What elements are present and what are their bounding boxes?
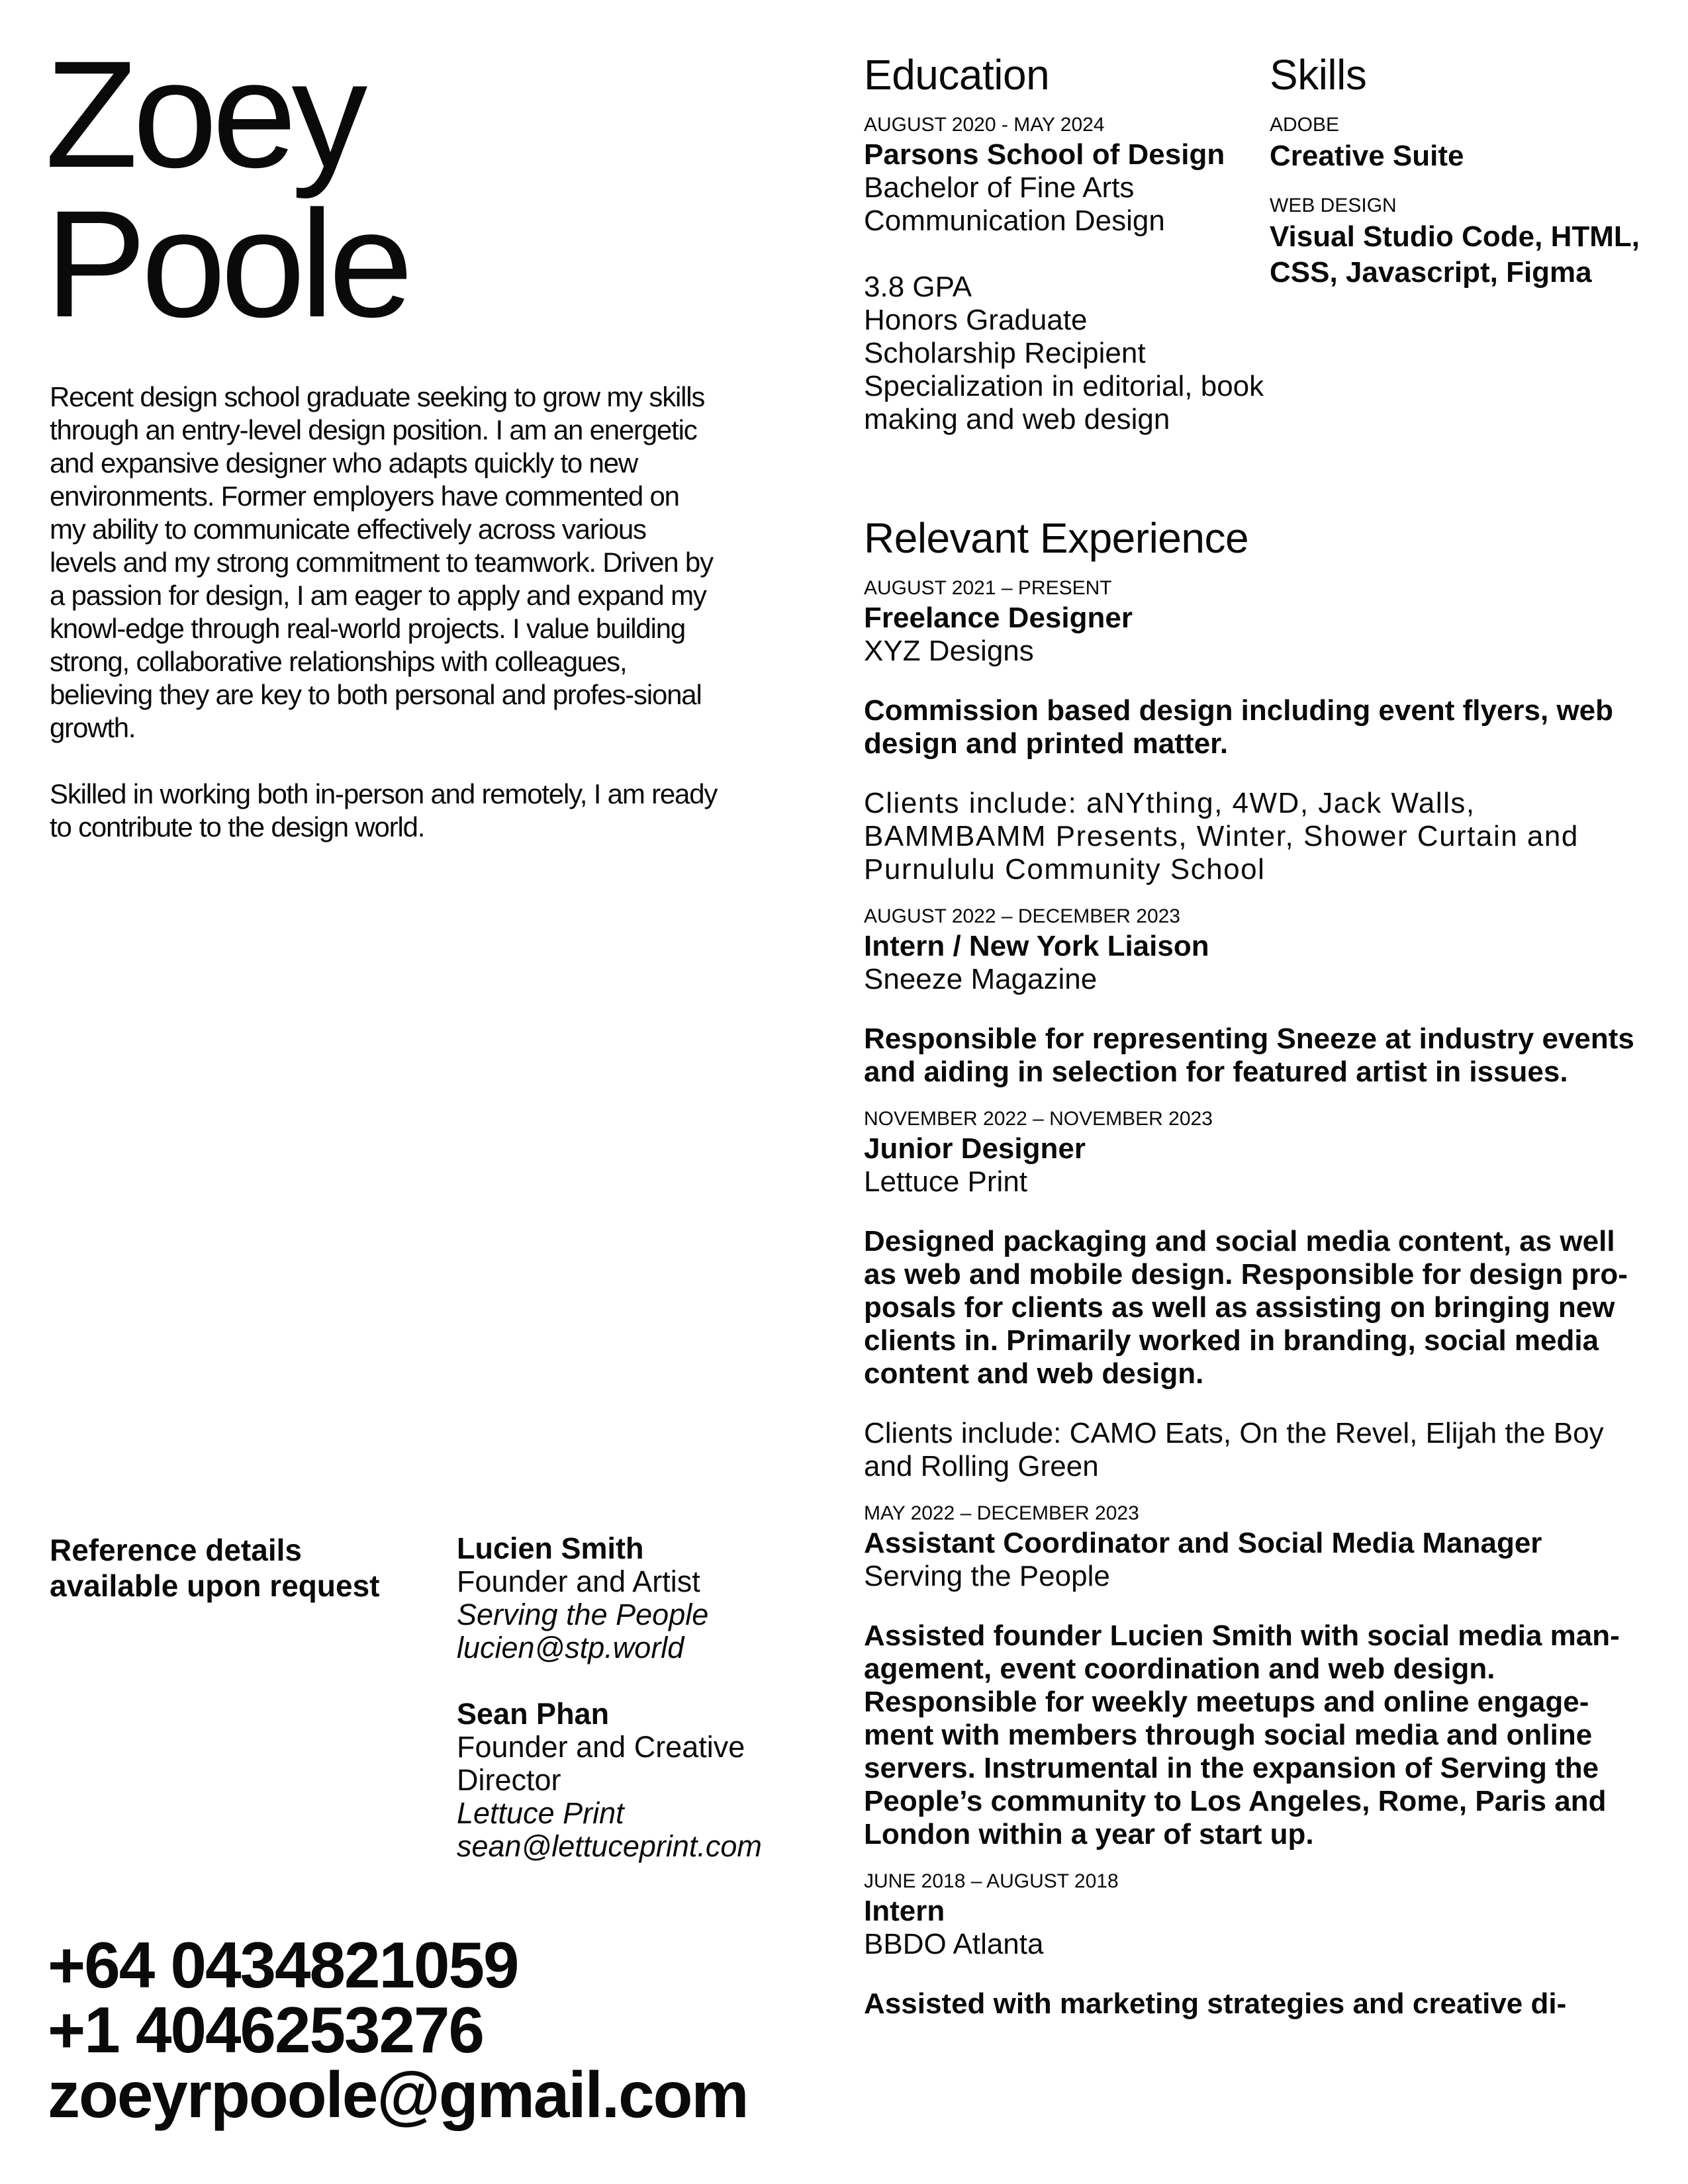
experience-entry (864, 1500, 1645, 1851)
honors: Honors Graduate (864, 304, 1088, 336)
last-name: Poole (45, 179, 408, 349)
reference-org: Serving the People (457, 1598, 709, 1631)
skill-value: Visual Studio Code, HTML, CSS, Javascript, Figma (1270, 220, 1640, 289)
reference-title: Founder and Artist (457, 1565, 700, 1598)
references (457, 1532, 827, 1896)
job-company: Sneeze Magazine (864, 963, 1098, 995)
job-role: Intern / New York Liaison (864, 930, 1209, 962)
job-date: AUGUST 2021 – PRESENT (864, 577, 1112, 599)
phone-number[interactable]: +1 4046253276 (48, 1993, 483, 2066)
job-clients: Clients include: aNYthing, 4WD, Jack Walls, BAMMBAMM Presents, Winter, Shower Curtain and Purnululu Community School (864, 787, 1579, 886)
experience-entry (864, 1868, 1645, 2021)
job-role: Freelance Designer (864, 602, 1133, 634)
phone-number[interactable]: +64 0434821059 (48, 1929, 518, 2001)
reference-name: Sean Phan (457, 1697, 610, 1731)
candidate-name (45, 29, 408, 349)
job-date: NOVEMBER 2022 – NOVEMBER 2023 (864, 1108, 1213, 1130)
job-role: Intern (864, 1895, 945, 1927)
reference-name: Lucien Smith (457, 1531, 644, 1565)
summary (50, 381, 718, 877)
job-company: XYZ Designs (864, 635, 1034, 667)
experience-entry (864, 903, 1645, 1089)
skills-heading: Skills (1270, 51, 1367, 99)
job-description: Commission based design including event flyers, web design and printed matter. (864, 694, 1614, 760)
job-company: Lettuce Print (864, 1165, 1028, 1198)
education-heading: Education (864, 51, 1050, 99)
job-description: Designed packaging and social media content, as well as web and mobile design. Responsible for design pro-posals for clients as well as assisting on bringing new clients in. Primarily worked in branding, social media content and web design. (864, 1225, 1628, 1390)
skill-category: WEB DESIGN (1270, 195, 1397, 216)
first-name: Zoey (45, 29, 363, 199)
job-role: Assistant Coordinator and Social Media Manager (864, 1527, 1542, 1559)
summary-paragraph: Recent design school graduate seeking to grow my skills through an entry-level design position. I am an energetic and expansive designer who adapts quickly to new environments. Former employers have commented on my ability to communicate effectively across various levels and my strong commitment to teamwork. Driven by a passion for design, I am eager to apply and expand my knowl-edge through real-world projects. I value building strong, collaborative relationships with colleagues, believing they are key to both personal and profes-sional growth. (50, 381, 713, 743)
reference-email[interactable]: sean@lettuceprint.com (457, 1829, 762, 1863)
job-role: Junior Designer (864, 1132, 1086, 1165)
job-description: Responsible for representing Sneeze at industry events and aiding in selection for featured artist in issues. (864, 1023, 1634, 1088)
job-date: MAY 2022 – DECEMBER 2023 (864, 1502, 1139, 1524)
degree: Bachelor of Fine Arts (864, 171, 1135, 204)
reference-title: Founder and Creative Director (457, 1730, 745, 1797)
job-clients: Clients include: CAMO Eats, On the Revel, Elijah the Boy and Rolling Green (864, 1417, 1604, 1482)
job-company: Serving the People (864, 1560, 1110, 1592)
reference-email[interactable]: lucien@stp.world (457, 1631, 684, 1664)
scholarship: Scholarship Recipient (864, 337, 1146, 369)
job-company: BBDO Atlanta (864, 1928, 1044, 1960)
job-description: Assisted founder Lucien Smith with social media man-agement, event coordination and web design. Responsible for weekly meetups and online engage-ment with members through social media and online servers. Instrumental in the expansion of Serving the People’s community to Los Angeles, Rome, Paris and London within a year of start up. (864, 1619, 1620, 1850)
experience-heading: Relevant Experience (864, 514, 1249, 562)
gpa: 3.8 GPA (864, 271, 972, 303)
education-date: AUGUST 2020 - MAY 2024 (864, 114, 1105, 136)
specialization: Specialization in editorial, book making and web design (864, 370, 1264, 435)
skill-category: ADOBE (1270, 114, 1340, 136)
job-description: Assisted with marketing strategies and creative di- (864, 1987, 1567, 2020)
experience-entry (864, 575, 1645, 886)
summary-paragraph: Skilled in working both in-person and remotely, I am ready to contribute to the design world. (50, 778, 718, 842)
reference-org: Lettuce Print (457, 1796, 624, 1830)
job-date: JUNE 2018 – AUGUST 2018 (864, 1870, 1119, 1892)
skill-value: Creative Suite (1270, 140, 1464, 172)
education-section (864, 50, 1274, 436)
reference-item (457, 1698, 827, 1863)
school-name: Parsons School of Design (864, 138, 1225, 171)
experience-section (864, 513, 1645, 2021)
major: Communication Design (864, 205, 1165, 237)
job-date: AUGUST 2022 – DECEMBER 2023 (864, 905, 1180, 927)
reference-note: Reference details available upon request (50, 1533, 380, 1603)
skills-section (1270, 50, 1640, 309)
contact-info (48, 1929, 748, 2131)
email-address[interactable]: zoeyrpoole@gmail.com (48, 2058, 748, 2131)
experience-entry (864, 1106, 1645, 1483)
reference-item (457, 1532, 827, 1664)
